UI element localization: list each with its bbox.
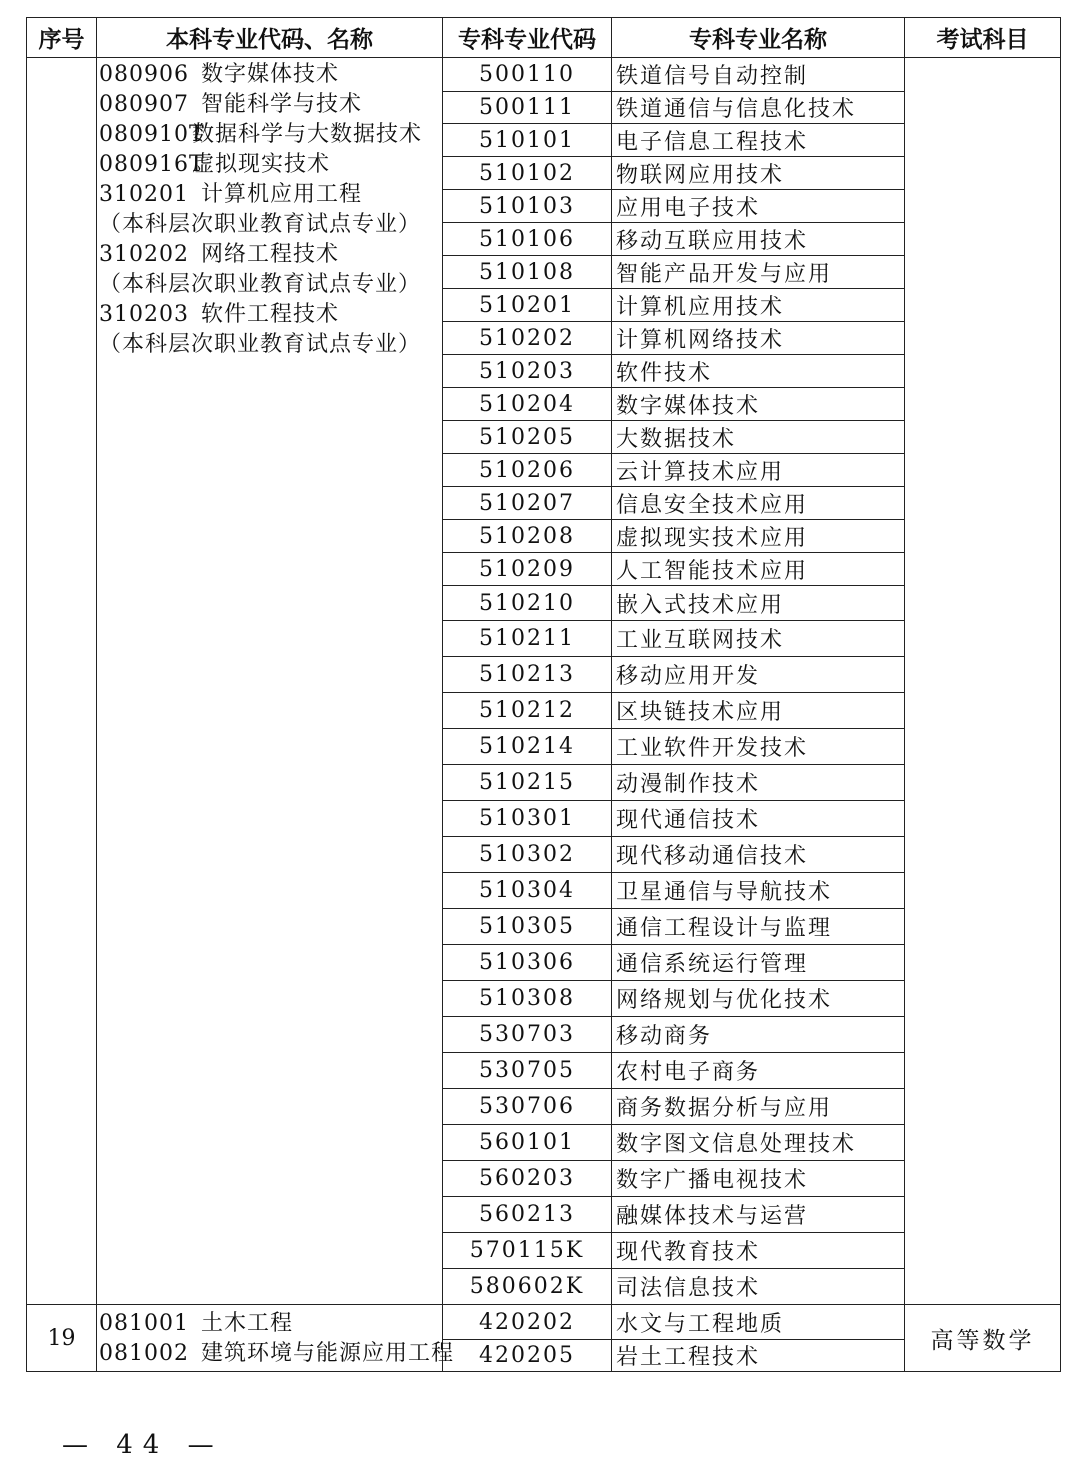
row-seq: 19 (27, 1305, 97, 1372)
diploma-code: 510201 (443, 289, 612, 322)
undergrad-major-note: （本科层次职业教育试点专业） (99, 212, 422, 237)
undergrad-major-item (99, 150, 442, 180)
undergrad-major-code: 080910T (99, 122, 205, 147)
diploma-code: 510301 (443, 801, 612, 837)
diploma-code: 510206 (443, 454, 612, 487)
diploma-code: 510214 (443, 729, 612, 765)
diploma-name: 铁道信号自动控制 (612, 58, 905, 92)
diploma-name: 商务数据分析与应用 (612, 1089, 905, 1125)
undergrad-major-name: 计算机应用工程 (201, 182, 363, 207)
diploma-code: 510208 (443, 520, 612, 553)
diploma-code: 510304 (443, 873, 612, 909)
diploma-name: 信息安全技术应用 (612, 487, 905, 520)
diploma-name: 应用电子技术 (612, 190, 905, 223)
diploma-code: 510210 (443, 586, 612, 621)
diploma-name: 数字图文信息处理技术 (612, 1125, 905, 1161)
header-name: 专科专业名称 (612, 18, 905, 58)
undergrad-major-code: 081001 (99, 1311, 189, 1336)
diploma-code: 510102 (443, 157, 612, 190)
diploma-name: 司法信息技术 (612, 1269, 905, 1305)
undergrad-major-item (99, 1339, 455, 1369)
diploma-name: 铁道通信与信息化技术 (612, 92, 905, 124)
undergrad-major-code: 081002 (99, 1341, 189, 1366)
undergrad-majors (97, 58, 443, 1305)
diploma-name: 智能产品开发与应用 (612, 256, 905, 289)
diploma-code: 510212 (443, 693, 612, 729)
diploma-name: 工业互联网技术 (612, 621, 905, 657)
diploma-code: 510207 (443, 487, 612, 520)
header-seq: 序号 (27, 18, 97, 58)
header-row (27, 18, 1061, 58)
undergrad-major-code: 080906 (99, 62, 189, 87)
table-body (27, 58, 1061, 1372)
undergrad-major-item (99, 180, 442, 210)
diploma-name: 移动应用开发 (612, 657, 905, 693)
diploma-name: 移动互联应用技术 (612, 223, 905, 256)
row-seq (27, 58, 97, 1305)
diploma-code: 530706 (443, 1089, 612, 1125)
undergrad-major-item (99, 60, 442, 90)
diploma-name: 水文与工程地质 (612, 1305, 905, 1340)
majors-table (26, 17, 1061, 1372)
diploma-code: 510308 (443, 981, 612, 1017)
diploma-code: 560213 (443, 1197, 612, 1233)
diploma-name: 网络规划与优化技术 (612, 981, 905, 1017)
undergrad-major-item (99, 1309, 442, 1339)
diploma-code: 510302 (443, 837, 612, 873)
diploma-code: 510108 (443, 256, 612, 289)
diploma-code: 510213 (443, 657, 612, 693)
diploma-name: 农村电子商务 (612, 1053, 905, 1089)
diploma-name: 融媒体技术与运营 (612, 1197, 905, 1233)
diploma-code: 560101 (443, 1125, 612, 1161)
diploma-code: 530703 (443, 1017, 612, 1053)
diploma-code: 510202 (443, 322, 612, 355)
diploma-name: 人工智能技术应用 (612, 553, 905, 586)
diploma-name: 嵌入式技术应用 (612, 586, 905, 621)
diploma-code: 580602K (443, 1269, 612, 1305)
diploma-name: 移动商务 (612, 1017, 905, 1053)
undergrad-major-name: 数字媒体技术 (201, 62, 340, 87)
diploma-name: 现代教育技术 (612, 1233, 905, 1269)
header-code: 专科专业代码 (443, 18, 612, 58)
undergrad-major-name: 建筑环境与能源应用工程 (201, 1341, 455, 1366)
undergrad-major-code: 310201 (99, 182, 189, 207)
undergrad-major-code: 310202 (99, 242, 189, 267)
diploma-code: 500110 (443, 58, 612, 92)
diploma-name: 计算机应用技术 (612, 289, 905, 322)
diploma-code: 510205 (443, 421, 612, 454)
diploma-name: 工业软件开发技术 (612, 729, 905, 765)
undergrad-major-item (99, 240, 442, 270)
undergrad-major-name: 软件工程技术 (201, 302, 340, 327)
undergrad-major-name: 网络工程技术 (201, 242, 340, 267)
diploma-code: 510211 (443, 621, 612, 657)
undergrad-major-code: 310203 (99, 302, 189, 327)
diploma-name: 虚拟现实技术应用 (612, 520, 905, 553)
undergrad-major-code: 080916T (99, 152, 205, 177)
diploma-name: 大数据技术 (612, 421, 905, 454)
diploma-name: 物联网应用技术 (612, 157, 905, 190)
undergrad-major-name: 智能科学与技术 (201, 92, 363, 117)
page-number: — 44 — (62, 1430, 224, 1460)
undergrad-major-name: 数据科学与大数据技术 (192, 122, 423, 147)
exam-subject: 高等数学 (905, 1305, 1061, 1372)
diploma-code: 510204 (443, 388, 612, 421)
undergrad-major-item (99, 90, 442, 120)
diploma-code: 560203 (443, 1161, 612, 1197)
diploma-name: 数字广播电视技术 (612, 1161, 905, 1197)
undergrad-major-note: （本科层次职业教育试点专业） (99, 332, 422, 357)
diploma-code: 510101 (443, 124, 612, 157)
diploma-name: 电子信息工程技术 (612, 124, 905, 157)
undergrad-major-item (99, 300, 442, 330)
diploma-code: 510306 (443, 945, 612, 981)
undergrad-major-code: 080907 (99, 92, 189, 117)
diploma-code: 420202 (443, 1305, 612, 1340)
diploma-code: 530705 (443, 1053, 612, 1089)
undergrad-major-name: 虚拟现实技术 (192, 152, 331, 177)
diploma-name: 通信系统运行管理 (612, 945, 905, 981)
diploma-name: 通信工程设计与监理 (612, 909, 905, 945)
diploma-code: 510103 (443, 190, 612, 223)
undergrad-major-note: （本科层次职业教育试点专业） (99, 272, 422, 297)
header-undergrad: 本科专业代码、名称 (97, 18, 443, 58)
diploma-name: 数字媒体技术 (612, 388, 905, 421)
diploma-code: 420205 (443, 1340, 612, 1372)
diploma-code: 510106 (443, 223, 612, 256)
undergrad-majors (97, 1305, 455, 1372)
table-row (27, 1305, 1061, 1340)
diploma-name: 现代移动通信技术 (612, 837, 905, 873)
exam-subject (905, 58, 1061, 1305)
diploma-name: 计算机网络技术 (612, 322, 905, 355)
diploma-code: 510203 (443, 355, 612, 388)
diploma-name: 岩土工程技术 (612, 1340, 905, 1372)
undergrad-major-item (99, 120, 442, 150)
undergrad-major-name: 土木工程 (201, 1311, 294, 1336)
diploma-code: 510215 (443, 765, 612, 801)
table-row (27, 58, 1061, 92)
header-subject: 考试科目 (905, 18, 1061, 58)
diploma-code: 500111 (443, 92, 612, 124)
diploma-name: 卫星通信与导航技术 (612, 873, 905, 909)
diploma-name: 现代通信技术 (612, 801, 905, 837)
diploma-name: 动漫制作技术 (612, 765, 905, 801)
diploma-code: 570115K (443, 1233, 612, 1269)
diploma-code: 510209 (443, 553, 612, 586)
diploma-name: 区块链技术应用 (612, 693, 905, 729)
diploma-name: 云计算技术应用 (612, 454, 905, 487)
diploma-name: 软件技术 (612, 355, 905, 388)
diploma-code: 510305 (443, 909, 612, 945)
